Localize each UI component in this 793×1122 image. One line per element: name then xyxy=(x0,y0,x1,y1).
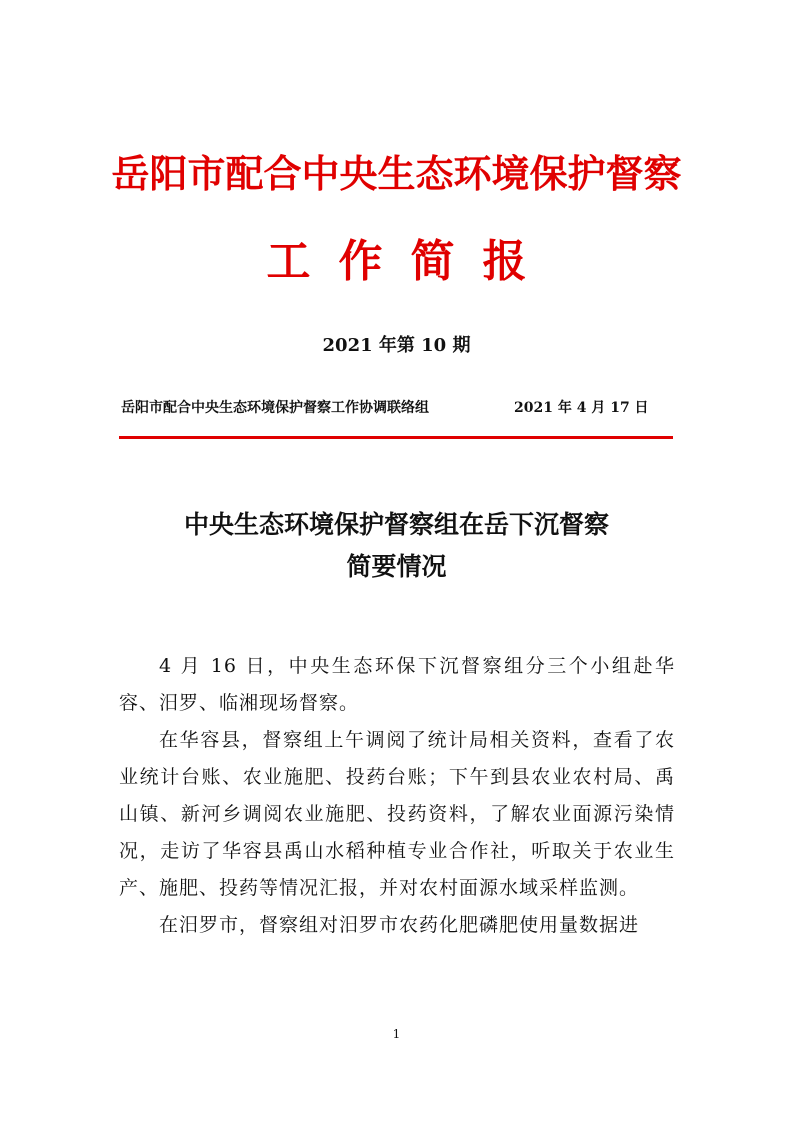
article-title-line1: 中央生态环境保护督察组在岳下沉督察 xyxy=(183,510,609,539)
page-number: 1 xyxy=(392,1027,401,1041)
issuer-name: 岳阳市配合中央生态环境保护督察工作协调联络组 xyxy=(121,400,429,416)
red-divider-rule xyxy=(119,436,673,439)
body-paragraph: 在华容县，督察组上午调阅了统计局相关资料，查看了农业统计台账、农业施肥、投药台账；下午到县农业农村局、禹山镇、新河乡调阅农业施肥、投药资料，了解农业面源污染情况，走访了华容县禹山水稻种植专业合作社，听取关于农业生产、施肥、投药等情况汇报，并对农村面源水域采样监测。 xyxy=(119,729,675,899)
issue-number: 2021 年第 10 期 xyxy=(322,335,471,356)
masthead-title-line2: 工作简报 xyxy=(266,236,555,287)
article-title-line2: 简要情况 xyxy=(346,552,447,581)
body-paragraph: 在汨罗市，督察组对汨罗市农药化肥磷肥使用量数据进 xyxy=(159,914,640,936)
issue-date: 2021 年 4 月 17 日 xyxy=(514,400,649,416)
masthead-title-line1: 岳阳市配合中央生态环境保护督察 xyxy=(111,151,682,196)
article-title xyxy=(0,504,793,588)
body-paragraph: 4 月 16 日，中央生态环保下沉督察组分三个小组赴华容、汨罗、临湘现场督察。 xyxy=(119,655,675,714)
article-body xyxy=(119,648,675,944)
